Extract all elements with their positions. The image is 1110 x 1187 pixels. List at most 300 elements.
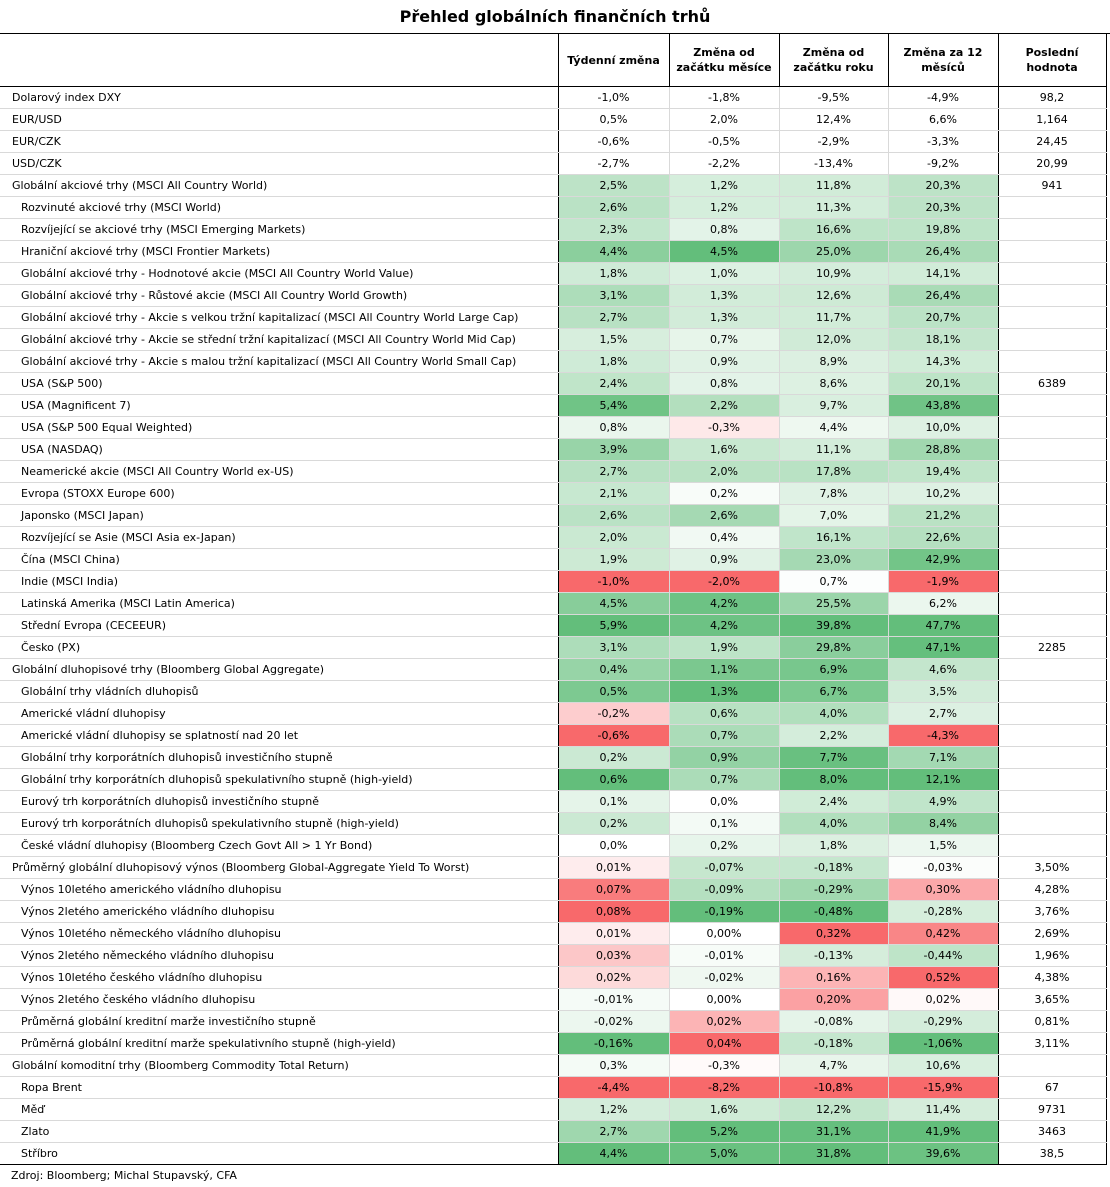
value-cell: -0,2% <box>558 703 669 725</box>
table-row <box>0 615 1106 637</box>
table-row <box>0 153 1106 175</box>
value-cell: 1,8% <box>558 263 669 285</box>
table-row <box>0 373 1106 395</box>
value-cell: 1,8% <box>779 835 888 857</box>
last-value-cell: 4,28% <box>998 879 1106 901</box>
value-cell: 14,1% <box>888 263 998 285</box>
value-cell: 10,9% <box>779 263 888 285</box>
table-row <box>0 549 1106 571</box>
value-cell: -0,5% <box>669 131 779 153</box>
value-cell: 12,2% <box>779 1099 888 1121</box>
value-cell: -0,08% <box>779 1011 888 1033</box>
value-cell: 5,4% <box>558 395 669 417</box>
value-cell: 2,7% <box>558 307 669 329</box>
last-value-cell: 2,69% <box>998 923 1106 945</box>
row-label: Výnos 10letého českého vládního dluhopisu <box>0 967 558 989</box>
value-cell: 14,3% <box>888 351 998 373</box>
value-cell: 0,7% <box>669 725 779 747</box>
value-cell: -3,3% <box>888 131 998 153</box>
value-cell: 11,8% <box>779 175 888 197</box>
value-cell: -1,0% <box>558 571 669 593</box>
value-cell: 0,03% <box>558 945 669 967</box>
value-cell: 25,0% <box>779 241 888 263</box>
last-value-cell <box>998 351 1106 373</box>
value-cell: -0,28% <box>888 901 998 923</box>
row-label: Čína (MSCI China) <box>0 549 558 571</box>
value-cell: 16,1% <box>779 527 888 549</box>
value-cell: 20,1% <box>888 373 998 395</box>
value-cell: 0,1% <box>669 813 779 835</box>
last-value-cell <box>998 461 1106 483</box>
row-label: Rozvíjející se Asie (MSCI Asia ex-Japan) <box>0 527 558 549</box>
value-cell: 26,4% <box>888 241 998 263</box>
last-value-cell: 941 <box>998 175 1106 197</box>
last-value-cell <box>998 395 1106 417</box>
table-header <box>0 34 1106 87</box>
value-cell: -1,0% <box>558 87 669 109</box>
last-value-cell <box>998 835 1106 857</box>
value-cell: 1,3% <box>669 285 779 307</box>
value-cell: -0,48% <box>779 901 888 923</box>
value-cell: -2,2% <box>669 153 779 175</box>
row-label: USA (S&P 500 Equal Weighted) <box>0 417 558 439</box>
row-label: Latinská Amerika (MSCI Latin America) <box>0 593 558 615</box>
value-cell: -0,29% <box>779 879 888 901</box>
value-cell: 20,7% <box>888 307 998 329</box>
value-cell: 0,6% <box>669 703 779 725</box>
table-row <box>0 197 1106 219</box>
value-cell: 8,4% <box>888 813 998 835</box>
value-cell: 0,01% <box>558 923 669 945</box>
table-row <box>0 681 1106 703</box>
column-header: Týdenní změna <box>558 34 669 87</box>
table-row <box>0 1033 1106 1055</box>
row-label: USA (Magnificent 7) <box>0 395 558 417</box>
value-cell: 19,8% <box>888 219 998 241</box>
value-cell: -0,07% <box>669 857 779 879</box>
value-cell: 47,1% <box>888 637 998 659</box>
value-cell: -2,7% <box>558 153 669 175</box>
table-row <box>0 593 1106 615</box>
value-cell: 7,1% <box>888 747 998 769</box>
row-label: České vládní dluhopisy (Bloomberg Czech Govt All > 1 Yr Bond) <box>0 835 558 857</box>
row-label: Česko (PX) <box>0 637 558 659</box>
row-label: Globální akciové trhy - Akcie se střední tržní kapitalizací (MSCI All Country World Mid Cap) <box>0 329 558 351</box>
last-value-cell <box>998 329 1106 351</box>
value-cell: 9,7% <box>779 395 888 417</box>
value-cell: 6,7% <box>779 681 888 703</box>
value-cell: -9,5% <box>779 87 888 109</box>
value-cell: 12,1% <box>888 769 998 791</box>
value-cell: 0,42% <box>888 923 998 945</box>
value-cell: 8,0% <box>779 769 888 791</box>
value-cell: 0,6% <box>558 769 669 791</box>
value-cell: 7,8% <box>779 483 888 505</box>
row-label: Americké vládní dluhopisy <box>0 703 558 725</box>
value-cell: -0,44% <box>888 945 998 967</box>
value-cell: 12,0% <box>779 329 888 351</box>
value-cell: 29,8% <box>779 637 888 659</box>
value-cell: -2,9% <box>779 131 888 153</box>
last-value-cell <box>998 197 1106 219</box>
row-label: Hraniční akciové trhy (MSCI Frontier Markets) <box>0 241 558 263</box>
value-cell: 21,2% <box>888 505 998 527</box>
column-header: Poslední hodnota <box>998 34 1106 87</box>
table-row <box>0 483 1106 505</box>
value-cell: -0,02% <box>669 967 779 989</box>
row-label: Rozvinuté akciové trhy (MSCI World) <box>0 197 558 219</box>
row-label: Eurový trh korporátních dluhopisů spekulativního stupně (high-yield) <box>0 813 558 835</box>
value-cell: 1,0% <box>669 263 779 285</box>
value-cell: 11,3% <box>779 197 888 219</box>
last-value-cell: 1,96% <box>998 945 1106 967</box>
last-value-cell: 3,11% <box>998 1033 1106 1055</box>
row-label: Střední Evropa (CECEEUR) <box>0 615 558 637</box>
table-row <box>0 1099 1106 1121</box>
value-cell: 7,0% <box>779 505 888 527</box>
value-cell: 1,6% <box>669 1099 779 1121</box>
value-cell: 26,4% <box>888 285 998 307</box>
value-cell: 2,7% <box>558 461 669 483</box>
value-cell: 0,00% <box>669 989 779 1011</box>
value-cell: 19,4% <box>888 461 998 483</box>
row-label: Průměrná globální kreditní marže spekulativního stupně (high-yield) <box>0 1033 558 1055</box>
last-value-cell <box>998 593 1106 615</box>
value-cell: -4,9% <box>888 87 998 109</box>
value-cell: -0,01% <box>558 989 669 1011</box>
value-cell: 2,0% <box>669 461 779 483</box>
value-cell: -0,01% <box>669 945 779 967</box>
row-label: Japonsko (MSCI Japan) <box>0 505 558 527</box>
row-label: Výnos 2letého českého vládního dluhopisu <box>0 989 558 1011</box>
value-cell: -4,4% <box>558 1077 669 1099</box>
column-header: Změna od začátku měsíce <box>669 34 779 87</box>
value-cell: 0,01% <box>558 857 669 879</box>
table-row <box>0 769 1106 791</box>
table-row <box>0 989 1106 1011</box>
row-label: Globální akciové trhy - Akcie s velkou tržní kapitalizací (MSCI All Country World Large Cap) <box>0 307 558 329</box>
row-label: EUR/USD <box>0 109 558 131</box>
table-row <box>0 1143 1106 1165</box>
table-row <box>0 1121 1106 1143</box>
value-cell: -0,18% <box>779 1033 888 1055</box>
row-label: Globální akciové trhy (MSCI All Country World) <box>0 175 558 197</box>
value-cell: 1,2% <box>669 175 779 197</box>
last-value-cell <box>998 263 1106 285</box>
value-cell: 6,6% <box>888 109 998 131</box>
value-cell: 0,0% <box>558 835 669 857</box>
value-cell: 22,6% <box>888 527 998 549</box>
table-row <box>0 1055 1106 1077</box>
value-cell: 4,4% <box>558 241 669 263</box>
value-cell: 0,9% <box>669 747 779 769</box>
table-row <box>0 505 1106 527</box>
row-label: Výnos 10letého amerického vládního dluhopisu <box>0 879 558 901</box>
last-value-cell: 1,164 <box>998 109 1106 131</box>
value-cell: 42,9% <box>888 549 998 571</box>
value-cell: 5,2% <box>669 1121 779 1143</box>
column-header: Změna za 12 měsíců <box>888 34 998 87</box>
value-cell: 1,5% <box>888 835 998 857</box>
table-row <box>0 263 1106 285</box>
value-cell: 0,20% <box>779 989 888 1011</box>
value-cell: -1,9% <box>888 571 998 593</box>
row-label: Indie (MSCI India) <box>0 571 558 593</box>
table-row <box>0 439 1106 461</box>
value-cell: 0,8% <box>669 373 779 395</box>
value-cell: 1,9% <box>669 637 779 659</box>
table-row <box>0 1077 1106 1099</box>
row-label: Výnos 10letého německého vládního dluhopisu <box>0 923 558 945</box>
value-cell: 11,7% <box>779 307 888 329</box>
value-cell: -1,8% <box>669 87 779 109</box>
value-cell: 39,8% <box>779 615 888 637</box>
last-value-cell: 3463 <box>998 1121 1106 1143</box>
value-cell: 0,08% <box>558 901 669 923</box>
value-cell: 0,9% <box>669 549 779 571</box>
value-cell: 1,1% <box>669 659 779 681</box>
row-label: Globální trhy vládních dluhopisů <box>0 681 558 703</box>
row-label: Dolarový index DXY <box>0 87 558 109</box>
value-cell: 16,6% <box>779 219 888 241</box>
row-label: EUR/CZK <box>0 131 558 153</box>
table-row <box>0 241 1106 263</box>
table-row <box>0 835 1106 857</box>
value-cell: 0,2% <box>558 813 669 835</box>
value-cell: 2,6% <box>558 505 669 527</box>
value-cell: 11,4% <box>888 1099 998 1121</box>
value-cell: 4,5% <box>558 593 669 615</box>
value-cell: 4,4% <box>779 417 888 439</box>
value-cell: 2,2% <box>669 395 779 417</box>
last-value-cell <box>998 791 1106 813</box>
table-row <box>0 417 1106 439</box>
row-label: Ropa Brent <box>0 1077 558 1099</box>
row-label: Stříbro <box>0 1143 558 1165</box>
table-row <box>0 461 1106 483</box>
value-cell: 0,07% <box>558 879 669 901</box>
value-cell: 4,6% <box>888 659 998 681</box>
last-value-cell: 3,76% <box>998 901 1106 923</box>
value-cell: 3,5% <box>888 681 998 703</box>
last-value-cell <box>998 307 1106 329</box>
last-value-cell <box>998 219 1106 241</box>
table-row <box>0 219 1106 241</box>
value-cell: 0,52% <box>888 967 998 989</box>
value-cell: 39,6% <box>888 1143 998 1165</box>
market-table <box>0 34 1107 1165</box>
row-label: Globální komoditní trhy (Bloomberg Commodity Total Return) <box>0 1055 558 1077</box>
last-value-cell <box>998 571 1106 593</box>
value-cell: -8,2% <box>669 1077 779 1099</box>
value-cell: 0,30% <box>888 879 998 901</box>
table-row <box>0 791 1106 813</box>
value-cell: 5,0% <box>669 1143 779 1165</box>
table-row <box>0 109 1106 131</box>
row-label: Globální trhy korporátních dluhopisů spekulativního stupně (high-yield) <box>0 769 558 791</box>
value-cell: 2,6% <box>558 197 669 219</box>
row-label: Globální trhy korporátních dluhopisů investičního stupně <box>0 747 558 769</box>
table-row <box>0 285 1106 307</box>
value-cell: -0,16% <box>558 1033 669 1055</box>
value-cell: 2,3% <box>558 219 669 241</box>
last-value-cell <box>998 681 1106 703</box>
last-value-cell <box>998 417 1106 439</box>
value-cell: -0,3% <box>669 1055 779 1077</box>
value-cell: 0,02% <box>888 989 998 1011</box>
last-value-cell: 67 <box>998 1077 1106 1099</box>
value-cell: 1,2% <box>669 197 779 219</box>
last-value-cell: 3,50% <box>998 857 1106 879</box>
value-cell: 3,1% <box>558 637 669 659</box>
value-cell: 0,2% <box>558 747 669 769</box>
value-cell: 4,5% <box>669 241 779 263</box>
value-cell: 25,5% <box>779 593 888 615</box>
last-value-cell: 20,99 <box>998 153 1106 175</box>
value-cell: 11,1% <box>779 439 888 461</box>
last-value-cell: 24,45 <box>998 131 1106 153</box>
value-cell: 20,3% <box>888 175 998 197</box>
value-cell: 0,32% <box>779 923 888 945</box>
value-cell: 2,2% <box>779 725 888 747</box>
table-row <box>0 571 1106 593</box>
table-row <box>0 747 1106 769</box>
table-row <box>0 703 1106 725</box>
value-cell: 8,9% <box>779 351 888 373</box>
value-cell: 0,02% <box>669 1011 779 1033</box>
table-row <box>0 857 1106 879</box>
table-row <box>0 131 1106 153</box>
last-value-cell <box>998 769 1106 791</box>
value-cell: 10,2% <box>888 483 998 505</box>
value-cell: 12,6% <box>779 285 888 307</box>
value-cell: 2,5% <box>558 175 669 197</box>
table-row <box>0 527 1106 549</box>
last-value-cell: 38,5 <box>998 1143 1106 1165</box>
value-cell: -1,06% <box>888 1033 998 1055</box>
value-cell: 6,9% <box>779 659 888 681</box>
value-cell: 1,3% <box>669 307 779 329</box>
value-cell: -0,29% <box>888 1011 998 1033</box>
value-cell: -9,2% <box>888 153 998 175</box>
last-value-cell <box>998 505 1106 527</box>
last-value-cell: 0,81% <box>998 1011 1106 1033</box>
value-cell: -2,0% <box>669 571 779 593</box>
value-cell: 2,0% <box>558 527 669 549</box>
value-cell: 2,0% <box>669 109 779 131</box>
last-value-cell <box>998 703 1106 725</box>
value-cell: 4,9% <box>888 791 998 813</box>
row-label: USA (NASDAQ) <box>0 439 558 461</box>
row-label: Globální dluhopisové trhy (Bloomberg Global Aggregate) <box>0 659 558 681</box>
value-cell: 0,5% <box>558 681 669 703</box>
value-cell: 0,1% <box>558 791 669 813</box>
last-value-cell <box>998 285 1106 307</box>
row-label: Globální akciové trhy - Hodnotové akcie (MSCI All Country World Value) <box>0 263 558 285</box>
table-row <box>0 351 1106 373</box>
value-cell: 3,1% <box>558 285 669 307</box>
value-cell: 4,7% <box>779 1055 888 1077</box>
last-value-cell <box>998 813 1106 835</box>
row-label: USD/CZK <box>0 153 558 175</box>
value-cell: 6,2% <box>888 593 998 615</box>
value-cell: 0,4% <box>669 527 779 549</box>
row-label: Zlato <box>0 1121 558 1143</box>
last-value-cell: 2285 <box>998 637 1106 659</box>
value-cell: -13,4% <box>779 153 888 175</box>
value-cell: 0,8% <box>558 417 669 439</box>
value-cell: 20,3% <box>888 197 998 219</box>
value-cell: -0,6% <box>558 725 669 747</box>
table-body <box>0 87 1106 1165</box>
value-cell: 18,1% <box>888 329 998 351</box>
value-cell: -10,8% <box>779 1077 888 1099</box>
value-cell: -0,02% <box>558 1011 669 1033</box>
value-cell: 4,2% <box>669 615 779 637</box>
table-row <box>0 307 1106 329</box>
value-cell: -15,9% <box>888 1077 998 1099</box>
value-cell: -0,18% <box>779 857 888 879</box>
table-row <box>0 879 1106 901</box>
value-cell: 17,8% <box>779 461 888 483</box>
value-cell: 4,0% <box>779 813 888 835</box>
value-cell: 10,6% <box>888 1055 998 1077</box>
table-row <box>0 945 1106 967</box>
value-cell: 1,2% <box>558 1099 669 1121</box>
value-cell: -0,13% <box>779 945 888 967</box>
row-label: Průměrný globální dluhopisový výnos (Bloomberg Global-Aggregate Yield To Worst) <box>0 857 558 879</box>
value-cell: 3,9% <box>558 439 669 461</box>
table-row <box>0 967 1106 989</box>
row-label: Americké vládní dluhopisy se splatností nad 20 let <box>0 725 558 747</box>
value-cell: 0,7% <box>669 769 779 791</box>
value-cell: -4,3% <box>888 725 998 747</box>
value-cell: 5,9% <box>558 615 669 637</box>
value-cell: 47,7% <box>888 615 998 637</box>
value-cell: 0,02% <box>558 967 669 989</box>
value-cell: 1,5% <box>558 329 669 351</box>
table-row <box>0 1011 1106 1033</box>
last-value-cell: 9731 <box>998 1099 1106 1121</box>
row-label: Průměrná globální kreditní marže investičního stupně <box>0 1011 558 1033</box>
table-title: Přehled globálních finančních trhů <box>0 0 1110 34</box>
value-cell: -0,03% <box>888 857 998 879</box>
value-cell: 0,04% <box>669 1033 779 1055</box>
value-cell: -0,6% <box>558 131 669 153</box>
value-cell: 41,9% <box>888 1121 998 1143</box>
value-cell: 28,8% <box>888 439 998 461</box>
table-row <box>0 901 1106 923</box>
value-cell: 31,8% <box>779 1143 888 1165</box>
table-row <box>0 329 1106 351</box>
table-row <box>0 923 1106 945</box>
table-row <box>0 175 1106 197</box>
last-value-cell <box>998 725 1106 747</box>
row-label: Evropa (STOXX Europe 600) <box>0 483 558 505</box>
value-cell: 4,0% <box>779 703 888 725</box>
last-value-cell <box>998 1055 1106 1077</box>
value-cell: 0,9% <box>669 351 779 373</box>
value-cell: 1,6% <box>669 439 779 461</box>
last-value-cell: 3,65% <box>998 989 1106 1011</box>
row-label: Výnos 2letého amerického vládního dluhopisu <box>0 901 558 923</box>
last-value-cell <box>998 747 1106 769</box>
value-cell: 2,7% <box>888 703 998 725</box>
value-cell: 4,4% <box>558 1143 669 1165</box>
row-label: Eurový trh korporátních dluhopisů investičního stupně <box>0 791 558 813</box>
last-value-cell <box>998 241 1106 263</box>
value-cell: -0,3% <box>669 417 779 439</box>
